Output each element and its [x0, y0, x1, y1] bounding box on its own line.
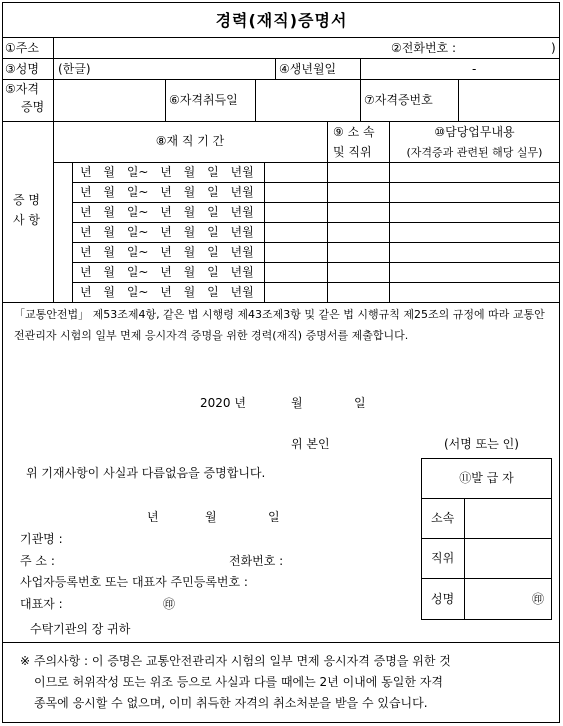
name-korean-hint: (한글): [58, 62, 91, 76]
birth-date-label: ④생년월일: [279, 62, 337, 76]
acquired-date-label: ⑥자격취득일: [169, 93, 238, 107]
submit-year: 2020 년: [200, 396, 246, 410]
section-label-line2: 사 항: [13, 213, 40, 227]
representative-label: 대표자 :: [20, 597, 63, 611]
notice-line-1: ※ 주의사항 : 이 증명은 교통안전관리자 시험의 일부 면제 응시자격 증명을 위한 것: [20, 654, 451, 668]
phone-close-paren: ): [551, 41, 556, 55]
duty-header-line1: ⑩담당업무내용: [434, 125, 515, 139]
career-period-row: 년 월 일~ 년 월 일 년월: [80, 265, 254, 279]
applicant-label: 위 본인: [291, 437, 330, 451]
qualification-label-line1: ⑤자격: [5, 82, 39, 96]
phone-label: ②전화번호 :: [391, 41, 456, 55]
qualification-label-line2: 증명: [21, 100, 45, 114]
issuer-box-header: ⑪발 급 자: [459, 471, 514, 485]
issue-year: 년: [147, 510, 159, 524]
period-header: ⑧재 직 기 간: [155, 134, 225, 148]
dept-header-line2: 및 직위: [333, 145, 372, 159]
document-title: 경력(재직)증명서: [215, 11, 348, 30]
submit-day: 일: [354, 396, 366, 410]
career-period-row: 년 월 일~ 년 월 일 년월: [80, 185, 254, 199]
statement-text: 「교통안전법」 제53조제4항, 같은 법 시행령 제43조제3항 및 같은 법 시행규칙 제25조의 규정에 따라 교통안전관리자 시험의 일부 면제 응시자격 증명을 위한 경력(재직) 증명서를 제출합니다.: [14, 308, 545, 342]
dept-header-line1: ⑨ 소 속: [333, 125, 375, 139]
signature-note: (서명 또는 인): [444, 437, 519, 451]
career-period-row: 년 월 일~ 년 월 일 년월: [80, 165, 254, 179]
org-name-label: 기관명 :: [20, 532, 63, 546]
career-period-row: 년 월 일~ 년 월 일 년월: [80, 225, 254, 239]
cert-number-label: ⑦자격증번호: [364, 93, 433, 107]
biz-reg-label: 사업자등록번호 또는 대표자 주민등록번호 :: [20, 575, 248, 589]
issue-day: 일: [268, 510, 280, 524]
issuer-seal: ㊞: [532, 592, 545, 606]
career-period-row: 년 월 일~ 년 월 일 년월: [80, 285, 254, 299]
recipient-label: 수탁기관의 장 귀하: [30, 622, 131, 636]
notice-line-3: 종목에 응시할 수 없으며, 이미 취득한 자격의 취소처분을 받을 수 있습니다.: [34, 696, 428, 710]
duty-header-line2: (자격증과 관련된 해당 실무): [406, 146, 543, 159]
issuer-address-label: 주 소 :: [20, 554, 55, 568]
career-period-row: 년 월 일~ 년 월 일 년월: [80, 205, 254, 219]
submit-month: 월: [291, 396, 303, 410]
certify-text: 위 기재사항이 사실과 다름없음을 증명합니다.: [26, 466, 266, 480]
section-label-line1: 증 명: [13, 193, 40, 207]
birth-date-separator: -: [472, 62, 477, 76]
notice-line-2: 이므로 허위작성 또는 위조 등으로 사실과 다를 때에는 2년 이내에 동일한 자격: [34, 675, 443, 689]
representative-seal: ㊞: [163, 597, 176, 611]
career-period-row: 년 월 일~ 년 월 일 년월: [80, 245, 254, 259]
issuer-phone-label: 전화번호 :: [229, 554, 284, 568]
address-label: ①주소: [5, 41, 39, 55]
issuer-dept-label: 소속: [431, 511, 455, 525]
issuer-position-label: 직위: [431, 551, 455, 565]
issuer-name-label: 성명: [431, 592, 455, 606]
name-label: ③성명: [5, 62, 39, 76]
issue-month: 월: [205, 510, 217, 524]
